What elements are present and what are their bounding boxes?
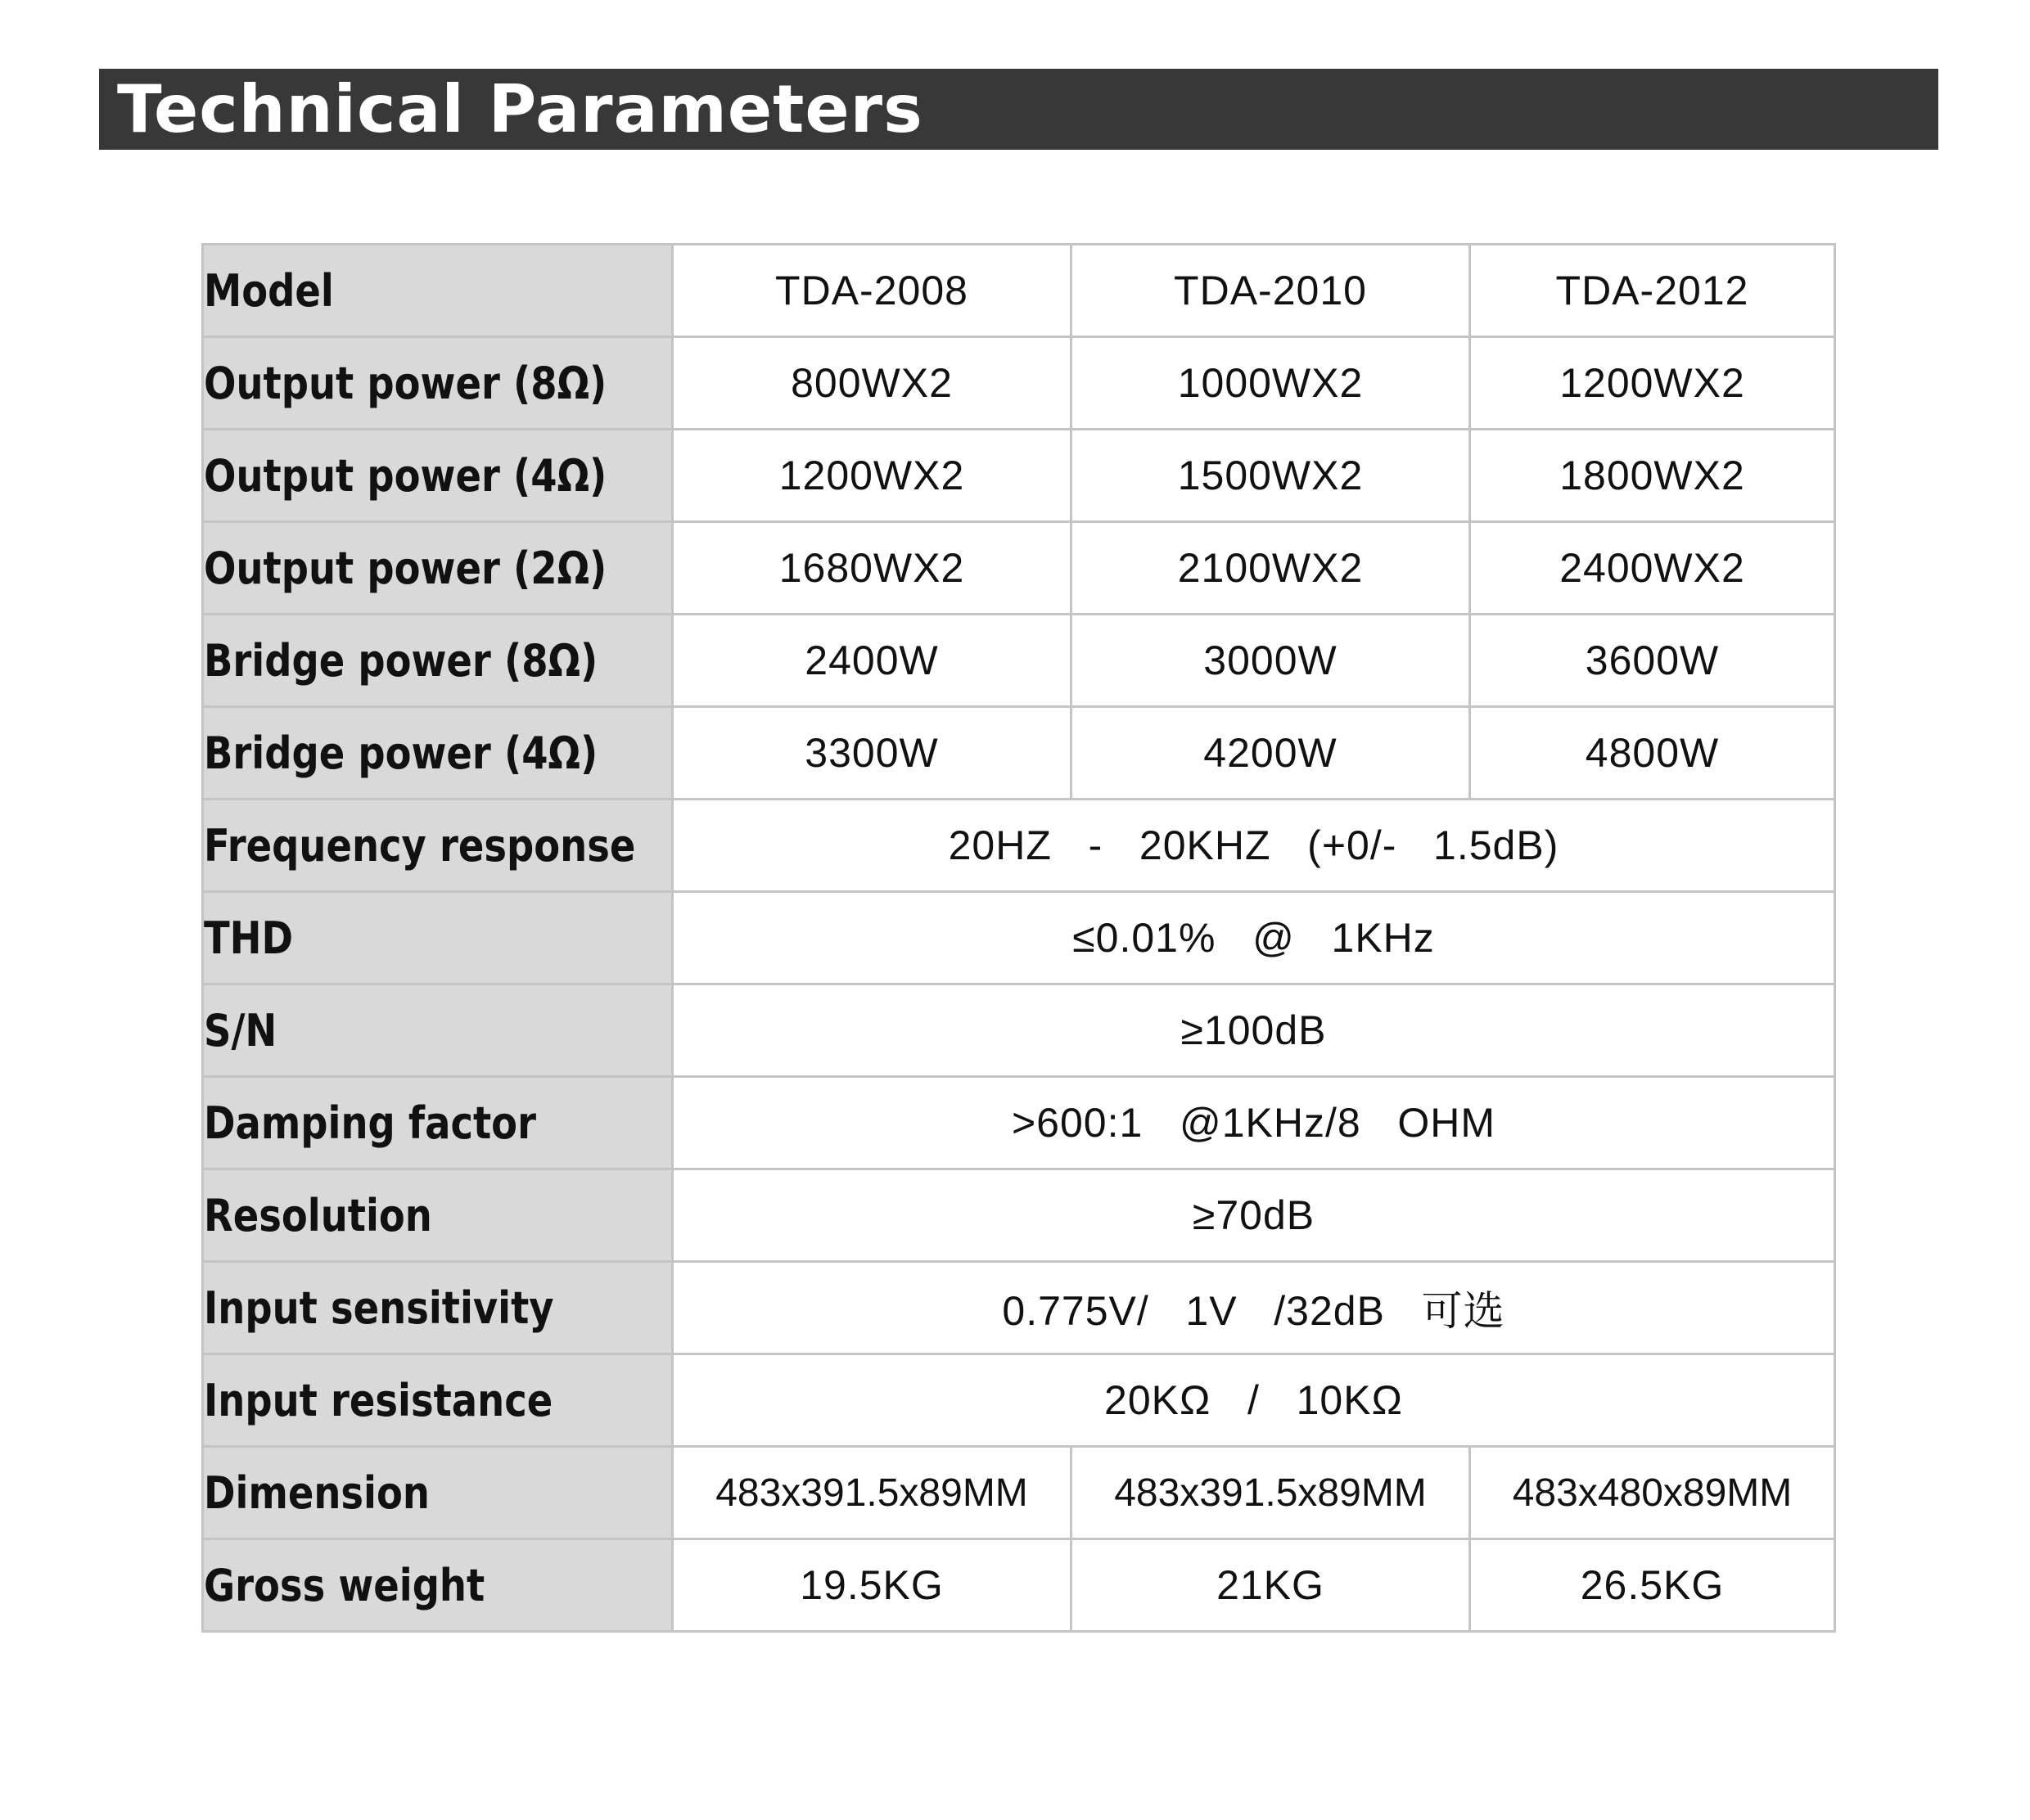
row-label: Output power (8Ω) bbox=[203, 337, 673, 430]
table-cell: 1200WX2 bbox=[673, 430, 1071, 522]
table-row-frequency-response bbox=[203, 800, 1835, 892]
row-label: Output power (2Ω) bbox=[203, 522, 673, 615]
table-row-input-sensitivity bbox=[203, 1262, 1835, 1354]
table-cell: 483x391.5x89MM bbox=[673, 1447, 1071, 1539]
table-row-damping-factor bbox=[203, 1077, 1835, 1169]
table-row-model bbox=[203, 245, 1835, 337]
table-row-bridge-power-4ohm bbox=[203, 707, 1835, 800]
table-cell: 3300W bbox=[673, 707, 1071, 800]
table-cell: >600:1 @1KHz/8 OHM bbox=[673, 1077, 1835, 1169]
table-cell: 2400WX2 bbox=[1470, 522, 1835, 615]
table-row-sn bbox=[203, 984, 1835, 1077]
table-row-thd bbox=[203, 892, 1835, 984]
table-cell: ≤0.01% @ 1KHz bbox=[673, 892, 1835, 984]
table-row-output-power-2ohm bbox=[203, 522, 1835, 615]
table-cell: 26.5KG bbox=[1470, 1539, 1835, 1632]
table-cell: 3600W bbox=[1470, 615, 1835, 707]
row-label: S/N bbox=[203, 984, 673, 1077]
table-cell: 2400W bbox=[673, 615, 1071, 707]
table-cell: 21KG bbox=[1071, 1539, 1470, 1632]
row-label: Output power (4Ω) bbox=[203, 430, 673, 522]
table-row-bridge-power-8ohm bbox=[203, 615, 1835, 707]
table-cell: 483x391.5x89MM bbox=[1071, 1447, 1470, 1539]
title-bar bbox=[99, 69, 1938, 150]
row-label: Input resistance bbox=[203, 1354, 673, 1447]
table-cell: 1800WX2 bbox=[1470, 430, 1835, 522]
table-cell: 1680WX2 bbox=[673, 522, 1071, 615]
table-row-output-power-8ohm bbox=[203, 337, 1835, 430]
row-label: Input sensitivity bbox=[203, 1262, 673, 1354]
spec-table bbox=[201, 243, 1836, 1633]
row-label: Gross weight bbox=[203, 1539, 673, 1632]
table-cell: 2100WX2 bbox=[1071, 522, 1470, 615]
table-cell: 19.5KG bbox=[673, 1539, 1071, 1632]
table-cell: TDA-2012 bbox=[1470, 245, 1835, 337]
table-cell: 20HZ - 20KHZ (+0/- 1.5dB) bbox=[673, 800, 1835, 892]
table-cell: 1200WX2 bbox=[1470, 337, 1835, 430]
table-cell: 483x480x89MM bbox=[1470, 1447, 1835, 1539]
table-cell: TDA-2010 bbox=[1071, 245, 1470, 337]
table-cell: ≥100dB bbox=[673, 984, 1835, 1077]
table-row-output-power-4ohm bbox=[203, 430, 1835, 522]
page-title: Technical Parameters bbox=[117, 71, 923, 147]
table-cell: ≥70dB bbox=[673, 1169, 1835, 1262]
table-cell: 1500WX2 bbox=[1071, 430, 1470, 522]
row-label: Bridge power (8Ω) bbox=[203, 615, 673, 707]
table-row-dimension bbox=[203, 1447, 1835, 1539]
row-label: Resolution bbox=[203, 1169, 673, 1262]
row-label: Model bbox=[203, 245, 673, 337]
row-label: Damping factor bbox=[203, 1077, 673, 1169]
table-cell: 800WX2 bbox=[673, 337, 1071, 430]
row-label: THD bbox=[203, 892, 673, 984]
table-cell: 20KΩ / 10KΩ bbox=[673, 1354, 1835, 1447]
table-row-input-resistance bbox=[203, 1354, 1835, 1447]
table-row-gross-weight bbox=[203, 1539, 1835, 1632]
table-cell: 4200W bbox=[1071, 707, 1470, 800]
table-cell: 4800W bbox=[1470, 707, 1835, 800]
row-label: Bridge power (4Ω) bbox=[203, 707, 673, 800]
row-label: Frequency response bbox=[203, 800, 673, 892]
row-label: Dimension bbox=[203, 1447, 673, 1539]
table-cell: TDA-2008 bbox=[673, 245, 1071, 337]
table-cell: 3000W bbox=[1071, 615, 1470, 707]
table-cell: 1000WX2 bbox=[1071, 337, 1470, 430]
table-cell: 0.775V/ 1V /32dB 可选 bbox=[673, 1262, 1835, 1354]
table-row-resolution bbox=[203, 1169, 1835, 1262]
